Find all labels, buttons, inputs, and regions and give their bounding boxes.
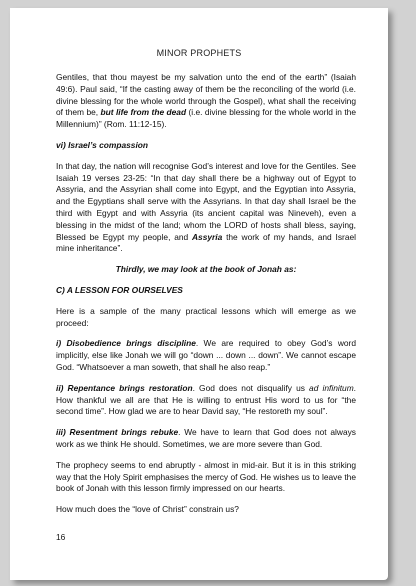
text-run: . We have to learn that God does not always work as we think He should. Sometimes, we are more severe than God. <box>56 427 356 449</box>
text-run: . God does not disqualify us <box>192 382 310 393</box>
lesson-lead: i) Disobedience brings discipline <box>56 338 196 349</box>
lesson-paragraph-2 <box>56 383 356 418</box>
emphasis-text: Assyria <box>192 231 223 242</box>
paragraph-intro: Here is a sample of the many practical lessons which will emerge as we proceed: <box>56 305 356 328</box>
section-heading-vi: vi) Israel’s compassion <box>56 139 149 150</box>
closing-paragraph: The prophecy seems to end abruptly - almost in mid-air. But it is in this striking way that the Holy Spirit emphasises the mercy of God. He wishes us to leave the book of Jonah with this lesson firmly impressed on our hearts. <box>56 459 356 494</box>
lesson-lead: ii) Repentance brings restoration <box>56 382 193 393</box>
lesson-paragraph-1 <box>56 338 356 373</box>
paragraph-continuation <box>56 72 356 131</box>
lesson-paragraph-3 <box>56 427 356 451</box>
text-run: (i.e. divine blessing for the whole world in the Millennium)” (Rom. 11:12-15). <box>56 107 356 130</box>
running-header: MINOR PROPHETS <box>156 48 242 58</box>
text-run: the work of my hands, and Israel mine inheritance”. <box>56 231 356 254</box>
text-run: . How thankful we all are that He is willing to entrust His word to us for “the second time”. How glad we are to hear David say, “He restoreth my soul”. <box>56 382 356 417</box>
lesson-lead: iii) Resentment brings rebuke <box>56 427 179 438</box>
emphasis-text: but life from the dead <box>100 107 187 118</box>
paragraph-israel-compassion <box>56 161 356 255</box>
text-run: Gentiles, that thou mayest be my salvation unto the end of the earth” (Isaiah 49:6). Paul said, “If the casting away of them be the reconciling of the world (i.e. divine blessing for the whole world through the Gospel), what shall the receiving of them be, <box>56 72 356 118</box>
italic-text: ad infinitum <box>309 382 354 393</box>
section-heading-c: C) A LESSON FOR OURSELVES <box>56 284 183 295</box>
text-run: In that day, the nation will recognise God’s interest and love for the Gentiles. See Isaiah 19 verses 23-25: “In that day shall there be a highway out of Egypt to Assyria, and the Assyrian shall come into Egypt, and the Egyptian into Assyria, and the Egyptians shall serve with the Assyrians. In that day shall Israel be the third with Egypt and with Assyria (its ancient capital was Nineveh), even a blessing in the midst of the land; whom the LORD of hosts shall bless, saying, Blessed be Egypt my people, and <box>56 160 356 242</box>
subheading-thirdly: Thirdly, we may look at the book of Jonah as: <box>115 264 297 275</box>
closing-question: How much does the “love of Christ” constrain us? <box>56 504 239 515</box>
book-page <box>10 8 388 580</box>
page-number: 16 <box>56 532 66 542</box>
text-run: . We are required to obey God’s word implicitly, else like Jonah we will go “down ... down ... down”. We cannot escape God. “Whatsoever a man soweth, that shall he also reap.” <box>56 338 356 372</box>
page-body <box>56 72 356 525</box>
